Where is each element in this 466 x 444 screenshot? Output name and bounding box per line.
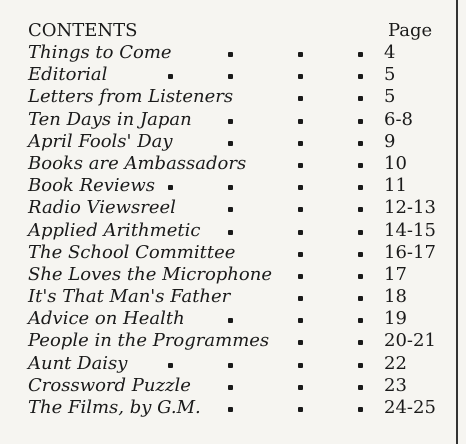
leader-dot — [358, 163, 363, 168]
leader-dot — [358, 230, 363, 235]
entry-title: Books are Ambassadors — [28, 152, 247, 174]
leader-dot — [298, 274, 303, 279]
entry-title: People in the Programmes — [28, 330, 270, 352]
contents-entry — [28, 264, 448, 286]
entry-title: Radio Viewsreel — [28, 197, 176, 219]
leader-dot — [358, 96, 363, 101]
leader-dot — [358, 185, 363, 190]
entry-title: Things to Come — [28, 42, 172, 63]
leader-dot — [228, 385, 233, 390]
contents-entry — [28, 86, 448, 108]
right-border-rule — [456, 0, 458, 444]
leader-dot — [228, 318, 233, 323]
entry-title: April Fools' Day — [28, 130, 173, 152]
leader-dot — [358, 340, 363, 345]
contents-entry — [28, 197, 448, 219]
entry-page-number: 22 — [384, 352, 407, 374]
leader-dot — [298, 318, 303, 323]
leader-dot — [298, 230, 303, 235]
entry-page-number: 10 — [384, 152, 407, 174]
contents-entry — [28, 397, 448, 419]
entry-title: She Loves the Microphone — [28, 263, 272, 285]
leader-dot — [228, 230, 233, 235]
leader-dot — [228, 407, 233, 412]
entry-title: Aunt Daisy — [28, 352, 128, 374]
leader-dot — [358, 385, 363, 390]
leader-dot — [298, 385, 303, 390]
entry-page-number: 11 — [384, 175, 407, 197]
entry-title: Applied Arithmetic — [28, 219, 201, 241]
leader-dot — [228, 52, 233, 57]
contents-title: CONTENTS — [28, 20, 138, 41]
leader-dot — [358, 407, 363, 412]
entry-title: The Films, by G.M. — [28, 397, 201, 418]
leader-dot — [298, 340, 303, 345]
leader-dot — [358, 274, 363, 279]
leader-dot — [298, 96, 303, 101]
leader-dot — [358, 318, 363, 323]
leader-dot — [168, 185, 173, 190]
leader-dot — [358, 119, 363, 124]
contents-entry — [28, 109, 448, 131]
entry-title: The School Committee — [28, 241, 236, 263]
contents-entry — [28, 308, 448, 330]
entry-page-number: 5 — [384, 64, 396, 86]
contents-entry — [28, 131, 448, 153]
contents-entry — [28, 220, 448, 242]
leader-dot — [298, 363, 303, 368]
entry-page-number: 23 — [384, 374, 407, 396]
entry-title: It's That Man's Father — [28, 286, 231, 308]
contents-entry — [28, 242, 448, 264]
leader-dot — [298, 252, 303, 257]
entry-page-number: 9 — [384, 130, 396, 152]
page-column-label: Page — [388, 20, 433, 41]
entry-title: Book Reviews — [28, 175, 155, 197]
entry-page-number: 18 — [384, 286, 407, 308]
leader-dot — [168, 74, 173, 79]
contents-header — [28, 20, 448, 42]
entry-title: Letters from Listeners — [28, 86, 234, 108]
entry-title: Editorial — [28, 64, 108, 86]
contents-list — [28, 42, 448, 419]
entry-page-number: 17 — [384, 263, 407, 285]
leader-dot — [358, 296, 363, 301]
entry-page-number: 14-15 — [384, 219, 436, 241]
leader-dot — [298, 74, 303, 79]
entry-title: Ten Days in Japan — [28, 108, 192, 130]
entry-page-number: 4 — [384, 42, 396, 63]
leader-dot — [228, 119, 233, 124]
entry-page-number: 5 — [384, 86, 396, 108]
entry-title: Advice on Health — [28, 308, 185, 330]
entry-page-number: 16-17 — [384, 241, 436, 263]
leader-dot — [168, 363, 173, 368]
entry-page-number: 20-21 — [384, 330, 436, 352]
contents-entry — [28, 286, 448, 308]
contents-entry — [28, 42, 448, 64]
leader-dot — [298, 207, 303, 212]
leader-dot — [298, 119, 303, 124]
leader-dot — [298, 141, 303, 146]
contents-entry — [28, 330, 448, 352]
contents-entry — [28, 153, 448, 175]
contents-entry — [28, 375, 448, 397]
contents-entry — [28, 64, 448, 86]
leader-dot — [358, 52, 363, 57]
leader-dot — [358, 74, 363, 79]
leader-dot — [358, 141, 363, 146]
leader-dot — [298, 407, 303, 412]
entry-page-number: 24-25 — [384, 397, 436, 418]
leader-dot — [228, 74, 233, 79]
leader-dot — [228, 207, 233, 212]
entry-page-number: 6-8 — [384, 108, 413, 130]
leader-dot — [298, 52, 303, 57]
entry-page-number: 19 — [384, 308, 407, 330]
leader-dot — [298, 163, 303, 168]
leader-dot — [228, 141, 233, 146]
leader-dot — [358, 363, 363, 368]
contents-entry — [28, 175, 448, 197]
entry-title: Crossword Puzzle — [28, 374, 191, 396]
leader-dot — [228, 185, 233, 190]
leader-dot — [358, 252, 363, 257]
entry-page-number: 12-13 — [384, 197, 436, 219]
leader-dot — [298, 185, 303, 190]
leader-dot — [228, 363, 233, 368]
leader-dot — [358, 207, 363, 212]
leader-dot — [298, 296, 303, 301]
contents-entry — [28, 353, 448, 375]
